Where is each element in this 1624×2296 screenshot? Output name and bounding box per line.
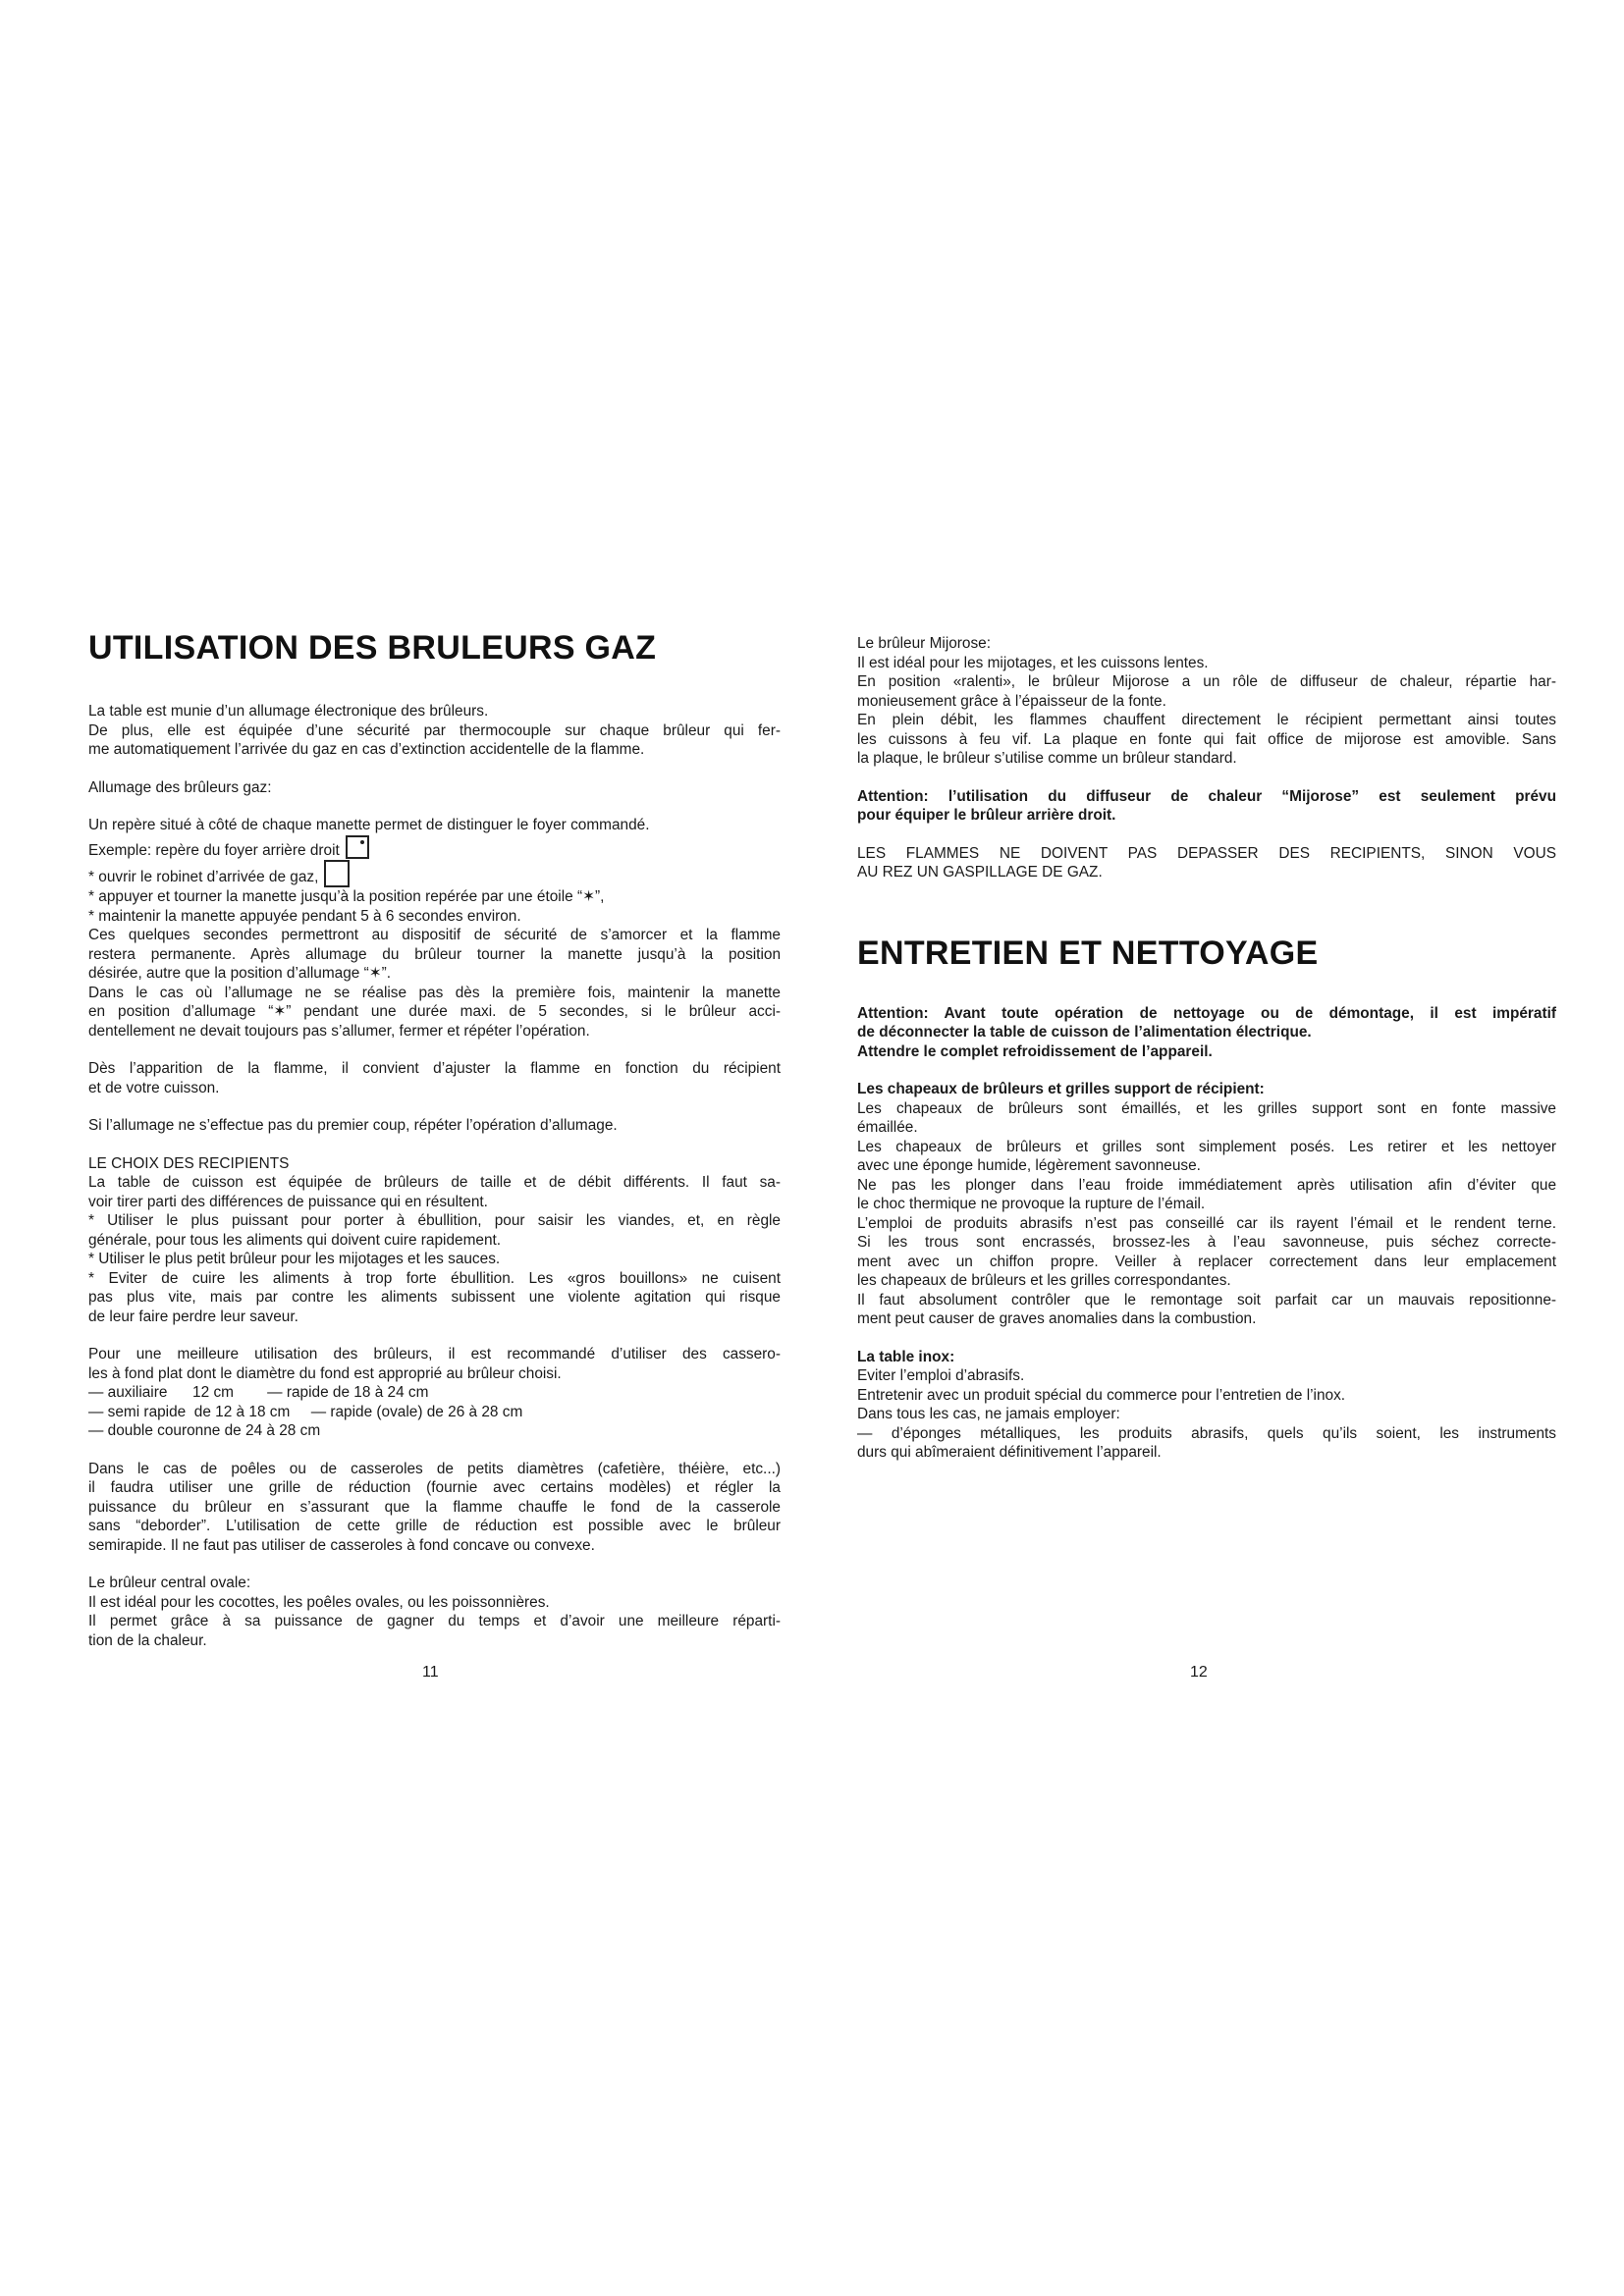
- list-item: * Utiliser le plus puissant pour porter à ébullition, pour saisir les viandes, et, en règle: [88, 1212, 781, 1229]
- page-title: UTILISATION DES BRULEURS GAZ: [88, 629, 657, 667]
- list-item: * maintenir la manette appuyée pendant 5 à 6 secondes environ.: [88, 907, 521, 925]
- size-line: — double couronne de 24 à 28 cm: [88, 1422, 321, 1439]
- list-item-text: * ouvrir le robinet d’arrivée de gaz,: [88, 869, 319, 885]
- section-heading: Les chapeaux de brûleurs et grilles support de récipient:: [857, 1081, 1265, 1097]
- text-line: il faudra utiliser une grille de réduction (fournie avec certains modèles) et régler la: [88, 1479, 781, 1496]
- text-line: de leur faire perdre leur saveur.: [88, 1308, 298, 1325]
- choix-paragraph: [88, 1154, 781, 1327]
- text-line: Dès l’apparition de la flamme, il convient d’ajuster la flamme en fonction du récipient: [88, 1060, 781, 1077]
- warning-line: de déconnecter la table de cuisson de l’alimentation électrique.: [857, 1024, 1312, 1041]
- section-heading: La table inox:: [857, 1348, 955, 1365]
- text-line: Il est idéal pour les mijotages, et les cuissons lentes.: [857, 654, 1209, 671]
- flamme-paragraph: [88, 1059, 781, 1097]
- text-line: Un repère situé à côté de chaque manette permet de distinguer le foyer commandé.: [88, 817, 650, 833]
- text-line: me automatiquement l’arrivée du gaz en cas d’extinction accidentelle de la flamme.: [88, 741, 645, 758]
- warning-line: LES FLAMMES NE DOIVENT PAS DEPASSER DES RECIPIENTS, SINON VOUS: [857, 844, 1556, 862]
- poeles-paragraph: [88, 1460, 781, 1556]
- warning-line: Attendre le complet refroidissement de l’appareil.: [857, 1042, 1213, 1060]
- chapeaux-paragraph: [857, 1080, 1556, 1329]
- text-line: en position d’allumage “✶” pendant une durée maxi. de 5 secondes, si le brûleur acci-: [88, 1003, 781, 1020]
- text-line: De plus, elle est équipée d’une sécurité par thermocouple sur chaque brûleur qui fer-: [88, 721, 781, 739]
- text-line: La table est munie d’un allumage électronique des brûleurs.: [88, 703, 489, 720]
- meilleure-paragraph: [88, 1345, 781, 1441]
- ovale-paragraph: [88, 1574, 781, 1650]
- size-line: — semi rapide de 12 à 18 cm — rapide (ovale) de 26 à 28 cm: [88, 1403, 523, 1420]
- repeter-paragraph: [88, 1116, 781, 1136]
- text-line: Dans le cas de poêles ou de casseroles de petits diamètres (cafetière, théière, etc...): [88, 1460, 781, 1477]
- size-line: — auxiliaire 12 cm — rapide de 18 à 24 cm: [88, 1384, 429, 1401]
- text-line: désirée, autre que la position d’allumage “✶”.: [88, 965, 392, 982]
- text-line: dentellement ne devait toujours pas s’allumer, fermer et répéter l’opération.: [88, 1022, 590, 1040]
- text-line: les à fond plat dont le diamètre du fond est approprié au brûleur choisi.: [88, 1364, 562, 1382]
- text-line: puissance du brûleur en s’assurant que la flamme chauffe le fond de la casserole: [88, 1498, 781, 1516]
- section-title: ENTRETIEN ET NETTOYAGE: [857, 934, 1319, 972]
- list-item: * Utiliser le plus petit brûleur pour les mijotages et les sauces.: [88, 1251, 501, 1267]
- text-line: ment peut causer de graves anomalies dans la combustion.: [857, 1310, 1257, 1327]
- text-line: ment avec un chiffon propre. Veiller à replacer correctement dans leur emplacement: [857, 1253, 1556, 1270]
- text-line: Si l’allumage ne s’effectue pas du premier coup, répéter l’opération d’allumage.: [88, 1117, 618, 1134]
- text-line: Ne pas les plonger dans l’eau froide immédiatement après utilisation afin d’éviter que: [857, 1176, 1556, 1194]
- text-line: tion de la chaleur.: [88, 1631, 207, 1649]
- warning-line: AU REZ UN GASPILLAGE DE GAZ.: [857, 864, 1103, 881]
- text-line: voir tirer parti des différences de puissance qui en résultent.: [88, 1193, 488, 1210]
- subheading: Le brûleur central ovale:: [88, 1575, 251, 1591]
- warning-line: pour équiper le brûleur arrière droit.: [857, 807, 1116, 824]
- attention-nettoyage: [857, 1004, 1556, 1062]
- text-line: Ces quelques secondes permettront au dispositif de sécurité de s’amorcer et la flamme: [88, 927, 781, 943]
- flammes-warning: [857, 844, 1556, 882]
- page-number: 11: [422, 1664, 439, 1681]
- text-line: Entretenir avec un produit spécial du commerce pour l’entretien de l’inox.: [857, 1386, 1346, 1404]
- page-number: 12: [1190, 1664, 1208, 1681]
- text-line: Il est idéal pour les cocottes, les poêles ovales, ou les poissonnières.: [88, 1593, 550, 1611]
- warning-line: Attention: l’utilisation du diffuseur de chaleur “Mijorose” est seulement prévu: [857, 787, 1556, 805]
- allumage-heading-block: [88, 778, 781, 798]
- text-line: En plein débit, les flammes chauffent directement le récipient permettant ainsi toutes: [857, 712, 1556, 728]
- allumage-paragraph: [88, 816, 781, 1041]
- text-line: émaillée.: [857, 1119, 918, 1136]
- example-text: Exemple: repère du foyer arrière droit: [88, 841, 340, 859]
- text-line: Dans le cas où l’allumage ne se réalise pas dès la première fois, maintenir la manette: [88, 984, 781, 1001]
- list-item: [88, 860, 781, 887]
- text-line: les cuissons à feu vif. La plaque en fonte qui fait office de mijorose est amovible. Sans: [857, 730, 1556, 748]
- text-line: Eviter l’emploi d’abrasifs.: [857, 1367, 1025, 1384]
- text-line: et de votre cuisson.: [88, 1079, 220, 1096]
- rear-right-burner-icon: [346, 835, 369, 859]
- list-item: * Eviter de cuire les aliments à trop forte ébullition. Les «gros bouillons» ne cuisent: [88, 1269, 781, 1287]
- section-heading: Allumage des brûleurs gaz:: [88, 778, 272, 796]
- text-line: Les chapeaux de brûleurs sont émaillés, et les grilles support sont en fonte massive: [857, 1099, 1556, 1117]
- text-line: la plaque, le brûleur s’utilise comme un brûleur standard.: [857, 750, 1237, 767]
- section-heading: LE CHOIX DES RECIPIENTS: [88, 1154, 290, 1172]
- text-line: les chapeaux de brûleurs et les grilles correspondantes.: [857, 1272, 1231, 1289]
- right-page: [857, 634, 1556, 1481]
- text-line: le choc thermique ne provoque la rupture de l’émail.: [857, 1196, 1206, 1212]
- example-line: [88, 835, 781, 861]
- text-line: — d’éponges métalliques, les produits abrasifs, quels qu’ils soient, les instruments: [857, 1424, 1556, 1442]
- text-line: Il faut absolument contrôler que le remontage soit parfait car un mauvais repositionne-: [857, 1291, 1556, 1308]
- text-line: L’emploi de produits abrasifs n’est pas conseillé car ils rayent l’émail et le rendent terne.: [857, 1214, 1556, 1232]
- text-line: avec une éponge humide, légèrement savonneuse.: [857, 1157, 1201, 1174]
- warning-line: Attention: Avant toute opération de nettoyage ou de démontage, il est impératif: [857, 1004, 1556, 1022]
- inox-paragraph: [857, 1348, 1556, 1463]
- mijorose-paragraph: [857, 634, 1556, 769]
- text-line: Si les trous sont encrassés, brossez-les à l’eau savonneuse, puis séchez correcte-: [857, 1234, 1556, 1251]
- text-line: monieusement grâce à l’épaisseur de la fonte.: [857, 692, 1166, 710]
- text-line: La table de cuisson est équipée de brûleurs de taille et de débit différents. Il faut sa-: [88, 1174, 781, 1191]
- subheading: Le brûleur Mijorose:: [857, 635, 992, 652]
- intro-paragraph: [88, 702, 781, 760]
- text-line: semirapide. Il ne faut pas utiliser de casseroles à fond concave ou convexe.: [88, 1536, 595, 1554]
- text-line: restera permanente. Après allumage du brûleur tourner la manette jusqu’à la position: [88, 945, 781, 963]
- attention-mijorose: [857, 787, 1556, 826]
- list-item: * appuyer et tourner la manette jusqu’à la position repérée par une étoile “✶”,: [88, 888, 605, 905]
- text-line: Les chapeaux de brûleurs et grilles sont simplement posés. Les retirer et les nettoyer: [857, 1138, 1556, 1155]
- text-line: Dans tous les cas, ne jamais employer:: [857, 1406, 1120, 1422]
- text-line: pas plus vite, mais par contre les aliments subissent une violente agitation qui risque: [88, 1289, 781, 1306]
- text-line: durs qui abîmeraient définitivement l’appareil.: [857, 1444, 1162, 1461]
- text-line: sans “deborder”. L’utilisation de cette grille de réduction est possible avec le brûleur: [88, 1518, 781, 1534]
- text-line: En position «ralenti», le brûleur Mijorose a un rôle de diffuseur de chaleur, répartie har-: [857, 673, 1556, 690]
- text-line: Pour une meilleure utilisation des brûleurs, il est recommandé d’utiliser des cassero-: [88, 1346, 781, 1362]
- text-line: Il permet grâce à sa puissance de gagner du temps et d’avoir une meilleure réparti-: [88, 1613, 781, 1629]
- left-page: [88, 628, 781, 1669]
- square-symbol-icon: [324, 860, 350, 887]
- text-line: générale, pour tous les aliments qui doivent cuire rapidement.: [88, 1231, 502, 1249]
